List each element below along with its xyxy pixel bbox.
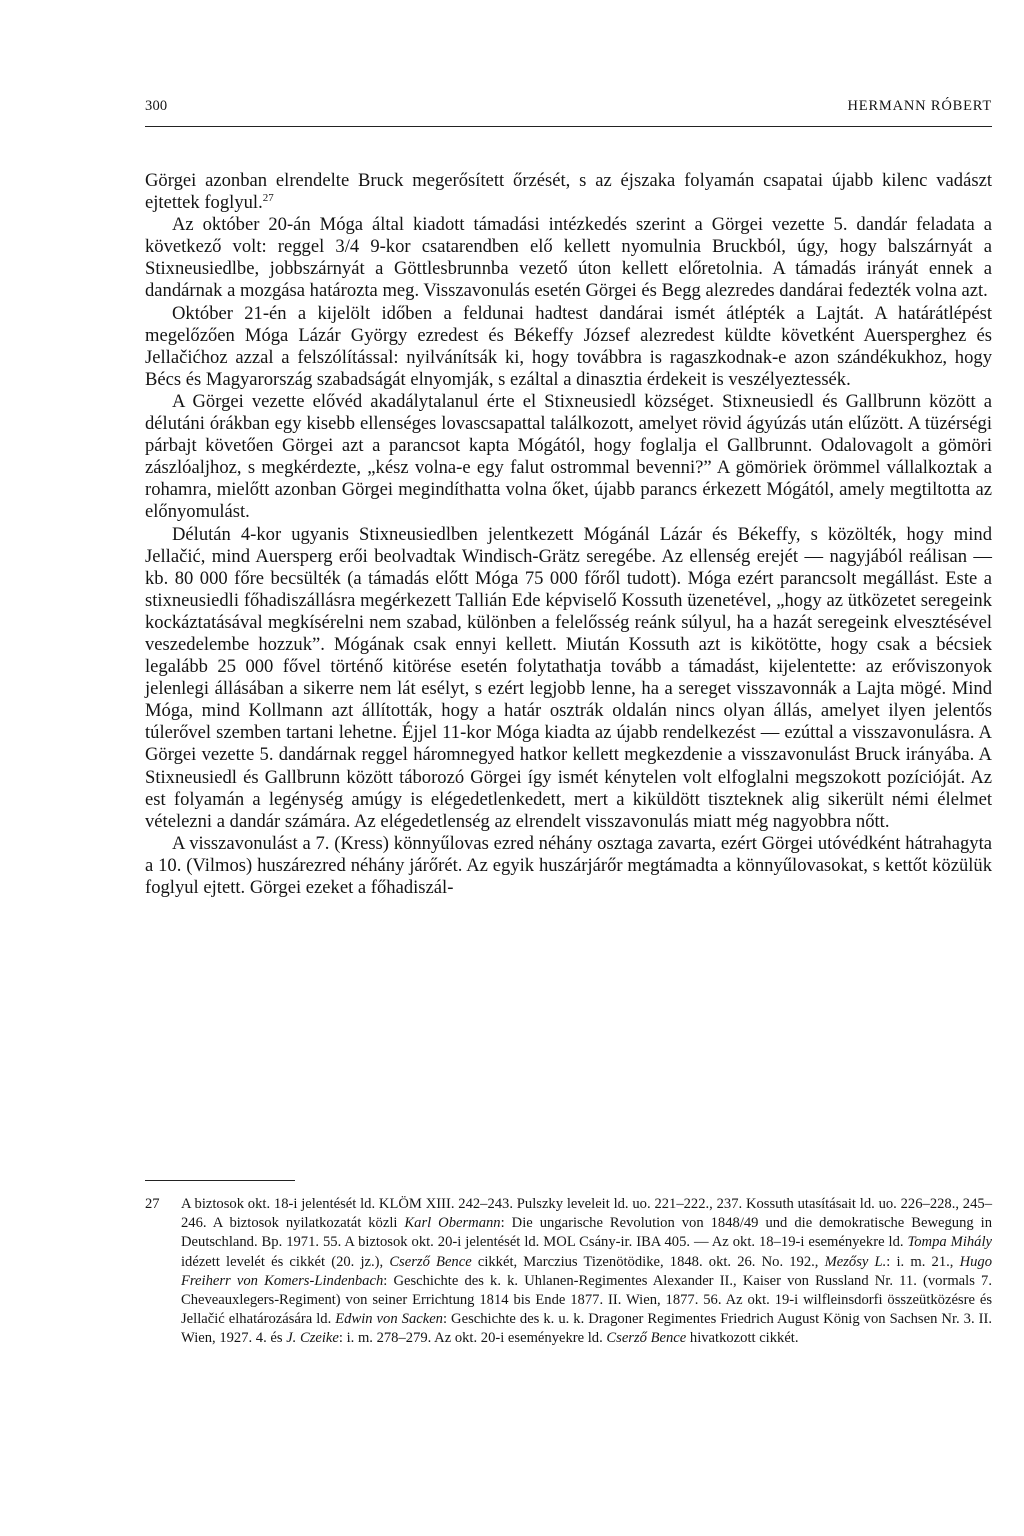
footnote-italic-segment: Tompa Mihály [907, 1234, 992, 1251]
footnote-segment: : Geschichte des k. u. k. Dragoner Regimentes Friedrich August König von Sachsen Nr. 3. II. Wien, 1927. 4. és [181, 1311, 992, 1347]
header-rule [145, 126, 992, 127]
paragraph-text: Görgei azonban elrendelte Bruck megerősített őrzését, s az éjszaka folyamán csapatai újabb kilenc vadászt ejtettek foglyul. [145, 170, 992, 214]
footnote-italic-segment: Mezősy L. [824, 1253, 887, 1270]
page-number: 300 [145, 98, 168, 114]
footnote-italic-segment: Karl Obermann [404, 1215, 501, 1232]
footnote-italic-segment: Cserző Bence [389, 1253, 472, 1270]
footnote-italic-segment: J. Czeike [286, 1330, 339, 1347]
paragraph: A Görgei vezette elővéd akadálytalanul érte el Stixneusiedl községet. Stixneusiedl és Gallbrunn között a délutáni órákban egy kisebb ellenséges lovascsapattal találkozott, amelyet rövid ágyúzás után elűzött. A tüzérségi párbajt követően Görgei azt a parancsot kapta Mógától, hogy foglalja el Gallbrunnt. Odalovagolt a gömöri zászlóaljhoz, s megkérdezte, „kész volna-e egy falut ostrommal bevenni?” A gömöriek örömmel vállalkoztak a rohamra, mielőtt azonban Görgei megindíthatta volna őket, újabb parancs érkezett Mógától, amely megtiltotta az előnyomulást. [145, 390, 992, 523]
footnote-segment: idézett levelét és cikkét (20. jz.), [181, 1253, 390, 1270]
footnote-separator [145, 1180, 295, 1181]
footnote-reference[interactable]: 27 [262, 191, 274, 204]
running-title: HERMANN RÓBERT [847, 98, 992, 114]
footnote-segment: : Geschichte des k. k. Uhlanen-Regimentes Alexander II., Kaiser von Russland Nr. 11. (vormals 7. Cheveauxlegers-Regiment) von seiner Errichtung 1814 bis Ende 1877. II. Wien, 1877. 56. Az okt. 19-i wilfleinsdorfi összeütközésre és Jellačić elhatározására ld. [181, 1272, 992, 1328]
paragraph: Október 21-én a kijelölt időben a feldunai hadtest dandárai ismét átlépték a Lajtát. A határátlépést megelőzően Móga Lázár György ezredest és Békeffy József alezredest küldte követként Auersperghez és Jellačićhoz azzal a felszólítással: nyilvánítsák ki, hogy továbbra is ragaszkodnak-e azon szándékukhoz, hogy Bécs és Magyarország szabadságát elnyomják, s ezáltal a dinasztia érdekeit is veszélyeztessék. [145, 302, 992, 390]
footnote-segment: cikkét, Marczius Tizenötödike, 1848. okt. 26. No. 192., [471, 1253, 825, 1270]
footnote-number: 27 [145, 1196, 160, 1212]
paragraph: Délután 4-kor ugyanis Stixneusiedlben jelentkezett Mógánál Lázár és Békeffy, s közölték, hogy mind Jellačić, mind Auersperg erői beolvadtak Windisch-Grätz seregébe. Az ellenség erejét — nagyjából reálisan — kb. 80 000 főre becsülték (a támadás előtt Móga 75 000 főről tudott). Móga ezért parancsolt megállást. Este a stixneusiedli főhadiszállásra megérkezett Tallián Ede képviselő Kossuth üzenetével, „hogy az ütközetet seregeink kockáztatásával megkísérelni nem szabad, különben a felelősség reánk súlyul, ha a hazát seregeink elvesztésével veszedelembe hozzuk”. Mógának csak ennyi kellett. Miután Kossuth azt is kikötötte, hogy csak a bécsiek legalább 25 000 fővel történő kitörése esetén folytathatja tovább a támadást, kijelentette: az erőviszonyok jelenlegi állásában a sikerre nem lát esélyt, s ezért legjobb lenne, ha a sereget visszavonnák a Lajta mögé. Mind Móga, mind Kollmann azt állították, hogy a határ osztrák oldalán nincs olyan állás, amelyet ilyen jelentős túlerővel szemben tartani lehetne. Éjjel 11-kor Móga kiadta az újabb rendelkezést — ezúttal a visszavonulásra. A Görgei vezette 5. dandárnak reggel háromnegyed hatkor kellett megkezdenie a visszavonulást Bruck irányába. A Stixneusiedl és Gallbrunn között táborozó Görgei így ismét kénytelen volt elfoglalni megszokott pozícióját. Az est folyamán a legénység amúgy is elégedetlenkedett, mert a kiküldött tiszteknek alig sikerült némi élelmet vételezni a dandár számára. Az elégedetlenség az elrendelt visszavonulás miatt még nagyobbra nőtt. [145, 523, 992, 832]
footnote-text [181, 1195, 992, 1349]
footnote-italic-segment: Cserző Bence [606, 1330, 687, 1347]
page-header [145, 98, 992, 120]
footnote-italic-segment: Edwin von Sacken [335, 1311, 443, 1328]
footnote-segment: : Die ungarische Revolution von 1848/49 und die demokratische Bewegung in Deutschland. Bp. 1971. 55. A biztosok okt. 20-i jelentését ld. MOL Csány-ir. IBA 405. — Az okt. 18–19-i eseményekre ld. [181, 1215, 993, 1251]
footnote-segment: A biztosok okt. 18-i jelentését ld. KLÖM XIII. 242–243. Pulszky leveleit ld. uo. 221–222., 237. Kossuth utasításait ld. uo. 226–228., 245–246. A biztosok nyilatkozatát közli [181, 1196, 992, 1232]
main-text [145, 170, 992, 899]
paragraph: A visszavonulást a 7. (Kress) könnyűlovas ezred néhány osztaga zavarta, ezért Görgei utóvédként hátrahagyta a 10. (Vilmos) huszárezred néhány járőrét. Az egyik huszárjárőr megtámadta a könnyűlovasokat, s kettőt közülük foglyul ejtett. Görgei ezeket a főhadiszál- [145, 832, 992, 898]
footnote-segment: : i. m. 278–279. Az okt. 20-i eseményekre ld. [338, 1330, 607, 1347]
footnote-segment: hivatkozott cikkét. [686, 1330, 799, 1347]
footnote-segment: : i. m. 21., [886, 1253, 960, 1270]
paragraph: Az október 20-án Móga által kiadott támadási intézkedés szerint a Görgei vezette 5. dandár feladata a következő volt: reggel 3/4 9-kor csatarendben elő kellett nyomulnia Bruckból, úgy, hogy balszárnyát a Stixneusiedlbe, jobbszárnyát a Göttlesbrunnba vezető úton kellett előretolnia. A támadás irányát ennek a dandárnak a mozgása határozta meg. Visszavonulás esetén Görgei és Begg alezredes dandárai fedezték volna azt. [145, 214, 992, 302]
footnote-italic-segment: Hugo Freiherr von Komers-Lindenbach [181, 1253, 993, 1289]
footnote [145, 1195, 992, 1349]
paragraph [145, 170, 992, 214]
